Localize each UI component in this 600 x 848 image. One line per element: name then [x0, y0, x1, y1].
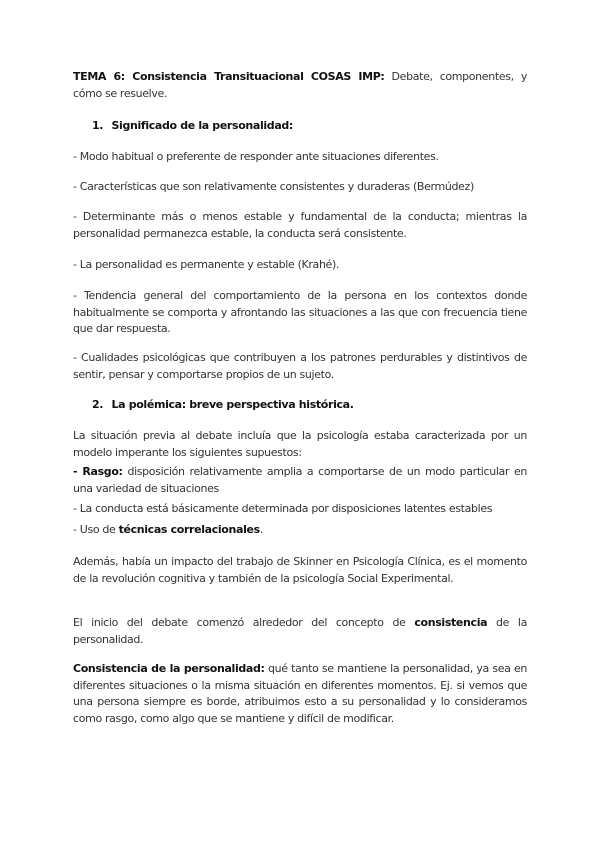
definition-item: - Características que son relativamente consistentes y duraderas (Bermúdez): [73, 180, 474, 193]
assumption-tecnicas: [73, 522, 527, 539]
title-label: TEMA 6: Consistencia Transituacional COSAS IMP:: [73, 70, 385, 83]
rasgo-label: - Rasgo:: [73, 465, 123, 478]
inicio-prefix: El inicio del debate comenzó alrededor del concepto de: [73, 616, 415, 629]
consistencia-text: qué tanto se mantiene la personalidad, ya sea en diferentes situaciones o la misma situación en diferentes momentos. Ej. si vemos que una persona siempre es borde, atribuimos esto a su personalidad y lo consideramos como rasgo, como algo que se mantiene y difícil de modificar.: [73, 662, 528, 725]
section-2-intro: La situación previa al debate incluía que la psicología estaba caracterizada por un modelo imperante los siguientes supuestos:: [73, 429, 527, 459]
section-1-heading: [92, 118, 293, 135]
definition-item: - Modo habitual o preferente de responder ante situaciones diferentes.: [73, 150, 439, 163]
consistencia-label: Consistencia de la personalidad:: [73, 662, 265, 675]
title-text: Debate, componentes, y cómo se resuelve.: [73, 70, 527, 100]
definition-item: - Tendencia general del comportamiento de la persona en los contextos donde habitualmente se comporta y afrontando las situaciones a las que con frecuencia tiene que dar respuesta.: [73, 289, 527, 335]
inicio-suffix: de la personalidad.: [73, 616, 527, 646]
assumption-conducta: - La conducta está básicamente determinada por disposiciones latentes estables: [73, 502, 493, 515]
uso-bold: técnicas correlacionales: [118, 523, 260, 536]
inicio-paragraph: [73, 615, 527, 648]
definition-item: - La personalidad es permanente y estable (Krahé).: [73, 258, 340, 271]
section-1-number: 1.: [92, 119, 104, 132]
uso-suffix: .: [259, 523, 263, 536]
rasgo-text: disposición relativamente amplia a comportarse de un modo particular en una variedad de situaciones: [73, 465, 527, 495]
section-2-title: La polémica: breve perspectiva histórica.: [111, 398, 354, 411]
uso-prefix: - Uso de: [73, 523, 119, 536]
document-title: [73, 69, 527, 102]
section-2-number: 2.: [92, 398, 104, 411]
definition-item: - Determinante más o menos estable y fundamental de la conducta; mientras la personalidad permanezca estable, la conducta será consistente.: [73, 210, 527, 240]
skinner-paragraph: Además, había un impacto del trabajo de Skinner en Psicología Clínica, es el momento de la revolución cognitiva y también de la psicología Social Experimental.: [73, 555, 527, 585]
section-1-title: Significado de la personalidad:: [111, 119, 293, 132]
definition-item: - Cualidades psicológicas que contribuyen a los patrones perdurables y distintivos de sentir, pensar y comportarse propios de un sujeto.: [73, 351, 527, 381]
inicio-bold: consistencia: [414, 616, 488, 629]
consistencia-paragraph: [73, 661, 527, 727]
assumption-rasgo: [73, 464, 527, 497]
section-2-heading: [92, 397, 354, 414]
